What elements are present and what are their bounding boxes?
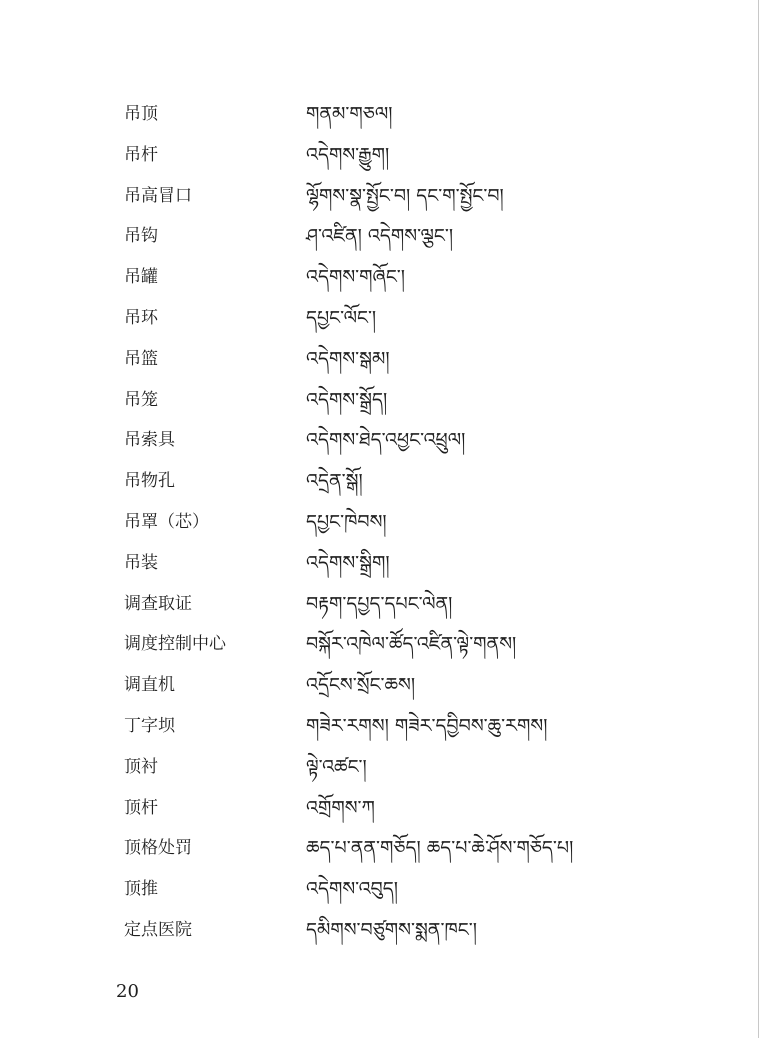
glossary-entry <box>0 665 760 706</box>
tibetan-term: འདེགས་སྒྲིག། <box>306 551 390 574</box>
tibetan-term: འདྲེན་སྒོ། <box>306 470 363 493</box>
tibetan-term: འགྲོགས་ཀ <box>306 796 375 819</box>
glossary-entry <box>0 543 760 584</box>
glossary-entry <box>0 747 760 788</box>
chinese-term: 吊环 <box>124 307 158 328</box>
glossary-entry <box>0 502 760 543</box>
chinese-term: 吊杆 <box>124 144 158 165</box>
chinese-term: 吊装 <box>124 552 158 573</box>
tibetan-term: འདེགས་སྒམ། <box>306 347 390 370</box>
glossary-entry <box>0 420 760 461</box>
tibetan-term: དཔྱང་ཁེབས། <box>306 510 387 533</box>
chinese-term: 定点医院 <box>124 919 192 940</box>
glossary-entry <box>0 788 760 829</box>
tibetan-term: ལྷོགས་སྣ་སྤྱོང་བ། དང་ག་སྤྱོང་བ། <box>306 184 504 207</box>
tibetan-term: འདེགས་གཞོང་། <box>306 266 406 289</box>
chinese-term: 吊钩 <box>124 226 158 247</box>
glossary-entry <box>0 624 760 665</box>
glossary-entry <box>0 135 760 176</box>
chinese-term: 吊高冒口 <box>124 185 192 206</box>
chinese-term: 吊索具 <box>124 430 175 451</box>
tibetan-term: འདེགས་རྒྱུག། <box>306 143 390 166</box>
chinese-term: 调查取证 <box>124 593 192 614</box>
glossary-entry <box>0 380 760 421</box>
glossary-entry <box>0 339 760 380</box>
chinese-term: 顶杆 <box>124 797 158 818</box>
tibetan-term: བརྟག་དཔྱད་དཔང་ལེན། <box>306 592 453 615</box>
tibetan-term: ལྟེ་འཚང་། <box>306 755 367 778</box>
chinese-term: 调度控制中心 <box>124 634 226 655</box>
tibetan-term: འདེགས་ཐེད་འཕྱང་འཕྲུལ། <box>306 429 466 452</box>
glossary-entry <box>0 257 760 298</box>
tibetan-term: འདེགས་སྒྲོད། <box>306 388 388 411</box>
glossary-entry <box>0 461 760 502</box>
chinese-term: 调直机 <box>124 675 175 696</box>
tibetan-term: གཟེར་རགས། གཟེར་དབྱིབས་ཆུ་རགས། <box>306 714 548 737</box>
chinese-term: 顶衬 <box>124 756 158 777</box>
chinese-term: 顶推 <box>124 879 158 900</box>
chinese-term: 丁字坝 <box>124 715 175 736</box>
page-number: 20 <box>116 981 139 1002</box>
tibetan-term: འདྲོངས་སྲོང་ཆས། <box>306 674 416 697</box>
glossary-entry <box>0 828 760 869</box>
chinese-term: 顶格处罚 <box>124 838 192 859</box>
glossary-entry <box>0 910 760 951</box>
glossary-entry <box>0 176 760 217</box>
glossary-entry <box>0 94 760 135</box>
tibetan-term: བསྐོར་འཁེལ་ཚོད་འཛིན་ལྟེ་གནས། <box>306 633 517 656</box>
glossary-entry <box>0 298 760 339</box>
chinese-term: 吊笼 <box>124 389 158 410</box>
glossary-list <box>0 94 760 951</box>
chinese-term: 吊罩（芯） <box>124 511 209 532</box>
tibetan-term: ཆད་པ་ནན་གཅོད། ཆད་པ་ཆེ་ཤོས་གཅོད་པ། <box>306 837 574 860</box>
glossary-entry <box>0 706 760 747</box>
tibetan-term: དམིགས་བཙུགས་སྨན་ཁང་། <box>306 918 477 941</box>
glossary-entry <box>0 216 760 257</box>
tibetan-term: གནམ་གཅལ། <box>306 103 393 125</box>
tibetan-term: འདེགས་འབུད། <box>306 878 398 901</box>
glossary-entry <box>0 869 760 910</box>
chinese-term: 吊顶 <box>124 104 158 124</box>
glossary-entry <box>0 584 760 625</box>
chinese-term: 吊物孔 <box>124 471 175 492</box>
tibetan-term: ཤ་འཛིན། འདེགས་ལྕང་། <box>306 225 454 248</box>
chinese-term: 吊篮 <box>124 348 158 369</box>
tibetan-term: དཔྱང་ལོང་། <box>306 306 377 329</box>
chinese-term: 吊罐 <box>124 267 158 288</box>
